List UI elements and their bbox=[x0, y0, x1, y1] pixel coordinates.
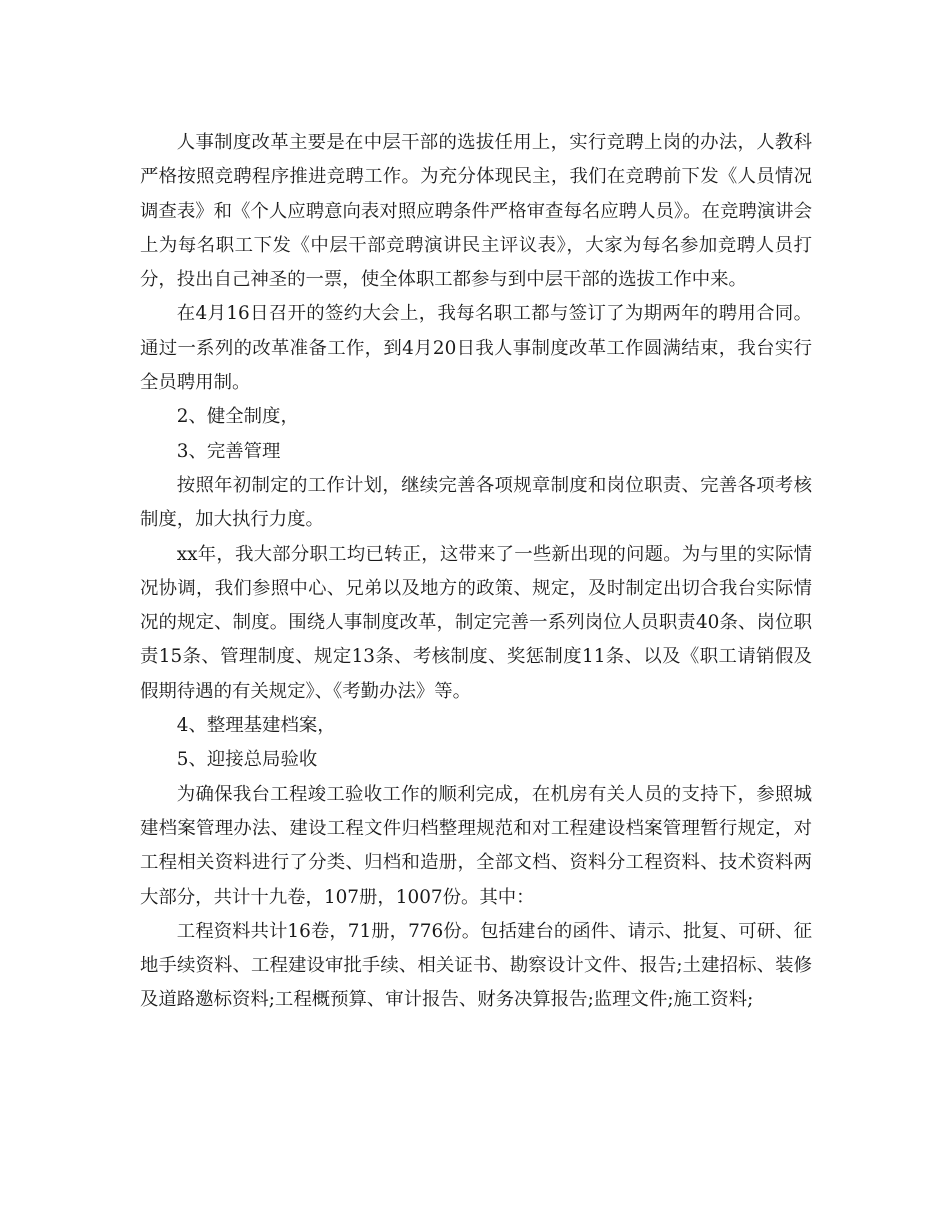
paragraph-new-rules: xx年，我大部分职工均已转正，这带来了一些新出现的问题。为与里的实际情况协调，我们参照中心、兄弟以及地方的政策、规定，及时制定出切合我台实际情况的规定、制度。围绕人事制度改革，制定完善一系列岗位人员职责40条、岗位职责15条、管理制度、规定13条、考核制度、奖惩制度11条、以及《职工请销假及假期待遇的有关规定》、《考勤办法》等。 bbox=[140, 543, 812, 702]
paragraph-engineering-materials: 工程资料共计16卷，71册，776份。包括建台的函件、请示、批复、可研、征地手续资料、工程建设审批手续、相关证书、勘察设计文件、报告;土建招标、装修及道路邀标资料;工程概预算、审计报告、财务决算报告;监理文件;施工资料; bbox=[140, 920, 812, 1011]
document-body bbox=[140, 126, 812, 1018]
paragraph-work-plan: 按照年初制定的工作计划，继续完善各项规章制度和岗位职责、完善各项考核制度，加大执行力度。 bbox=[140, 474, 812, 531]
heading-archive: 4、整理基建档案， bbox=[176, 715, 336, 737]
paragraph-personnel-reform: 人事制度改革主要是在中层干部的选拔任用上，实行竞聘上岗的办法，人教科严格按照竞聘程序推进竞聘工作。为充分体现民主，我们在竞聘前下发《人员情况调查表》和《个人应聘意向表对照应聘条件严格审查每名应聘人员》。在竞聘演讲会上为每名职工下发《中层干部竞聘演讲民主评议表》，大家为每名参加竞聘人员打分，投出自己神圣的一票，使全体职工都参与到中层干部的选拔工作中来。 bbox=[140, 132, 812, 291]
heading-improve-management: 3、完善管理 bbox=[176, 440, 281, 462]
heading-acceptance: 5、迎接总局验收 bbox=[176, 749, 318, 771]
paragraph-contract-signing: 在4月16日召开的签约大会上，我每名职工都与签订了为期两年的聘用合同。通过一系列的改革准备工作，到4月20日我人事制度改革工作圆满结束，我台实行全员聘用制。 bbox=[140, 303, 812, 394]
paragraph-archive-work: 为确保我台工程竣工验收工作的顺利完成，在机房有关人员的支持下，参照城建档案管理办法、建设工程文件归档整理规范和对工程建设档案管理暂行规定，对工程相关资料进行了分类、归档和造册，全部文档、资料分工程资料、技术资料两大部分，共计十九卷，107册，1007份。其中： bbox=[140, 783, 812, 908]
heading-improve-system: 2、健全制度， bbox=[176, 406, 299, 428]
